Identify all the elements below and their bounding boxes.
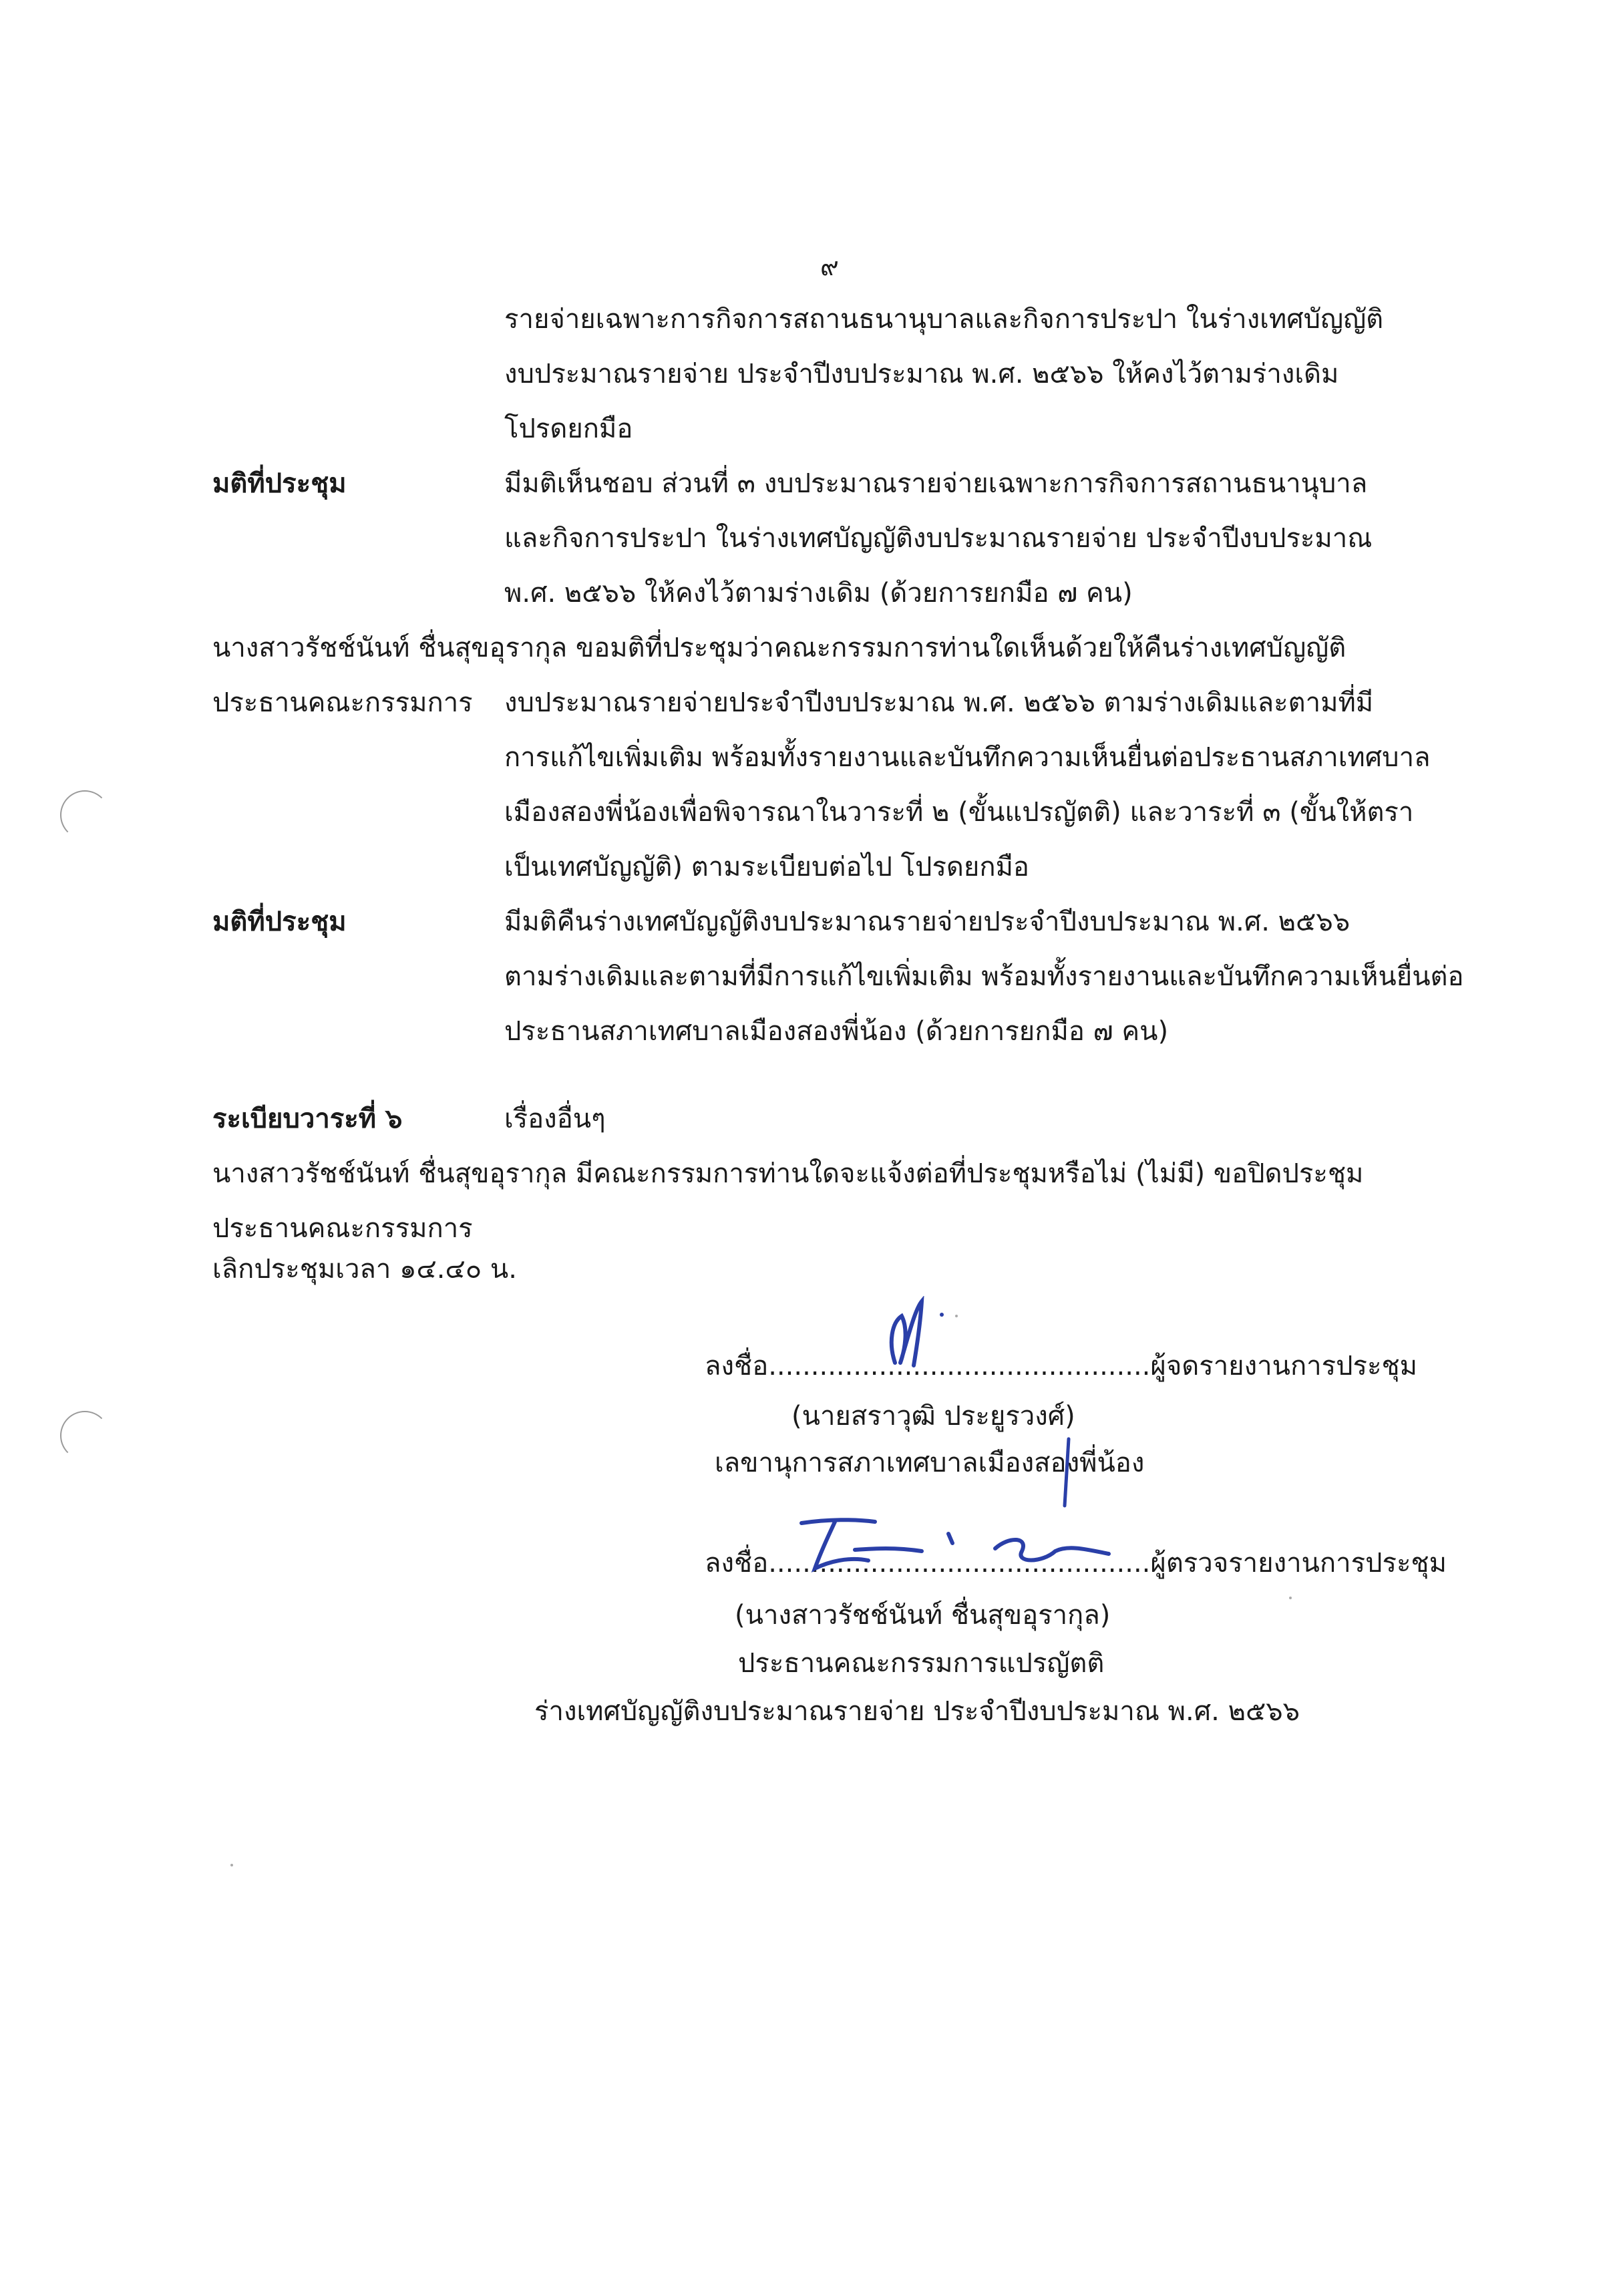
signature-1-position: เลขานุการสภาเทศบาลเมืองสองพี่น้อง bbox=[715, 1448, 1145, 1478]
closing-time: เลิกประชุมเวลา ๑๔.๔๐ น. bbox=[212, 1254, 517, 1285]
agenda-cont-line-1: รายจ่ายเฉพาะการกิจการสถานธนานุบาลและกิจการประปา ในร่างเทศบัญญัติ bbox=[504, 304, 1384, 335]
chair-statement-1-role: ประธานคณะกรรมการ bbox=[212, 687, 473, 718]
chair-statement-1-line-2: การแก้ไขเพิ่มเติม พร้อมทั้งรายงานและบันทึกความเห็นยื่นต่อประธานสภาเทศบาล bbox=[504, 742, 1431, 773]
signature-2-mark bbox=[788, 1510, 1115, 1577]
chair-statement-1-line-1: งบประมาณรายจ่ายประจำปีงบประมาณ พ.ศ. ๒๕๖๖ ตามร่างเดิมและตามที่มี bbox=[504, 687, 1374, 718]
chair-statement-1-line-4: เป็นเทศบัญญัติ) ตามระเบียบต่อไป โปรดยกมือ bbox=[504, 852, 1029, 882]
resolution-1-line-3: พ.ศ. ๒๕๖๖ ให้คงไว้ตามร่างเดิม (ด้วยการยกมือ ๗ คน) bbox=[504, 578, 1133, 609]
chair-statement-1-speaker: นางสาวรัชช์นันท์ ชื่นสุขอุรากุล ขอมติที่ประชุมว่าคณะกรรมการท่านใดเห็นด้วยให้คืนร่างเทศบัญญัติ bbox=[212, 633, 1347, 663]
signature-2-line: ลงชื่อ.............................................ผู้ตรวจรายงานการประชุม bbox=[705, 1548, 1447, 1579]
resolution-2-label: มติที่ประชุม bbox=[212, 907, 347, 937]
scan-speck bbox=[1289, 1597, 1292, 1599]
agenda-6-title: เรื่องอื่นๆ bbox=[504, 1104, 606, 1134]
signature-1-stroke bbox=[1055, 1436, 1082, 1510]
chair-statement-1-line-3: เมืองสองพี่น้องเพื่อพิจารณาในวาระที่ ๒ (ขั้นแปรญัตติ) และวาระที่ ๓ (ขั้นให้ตรา bbox=[504, 797, 1414, 828]
resolution-1-label: มติที่ประชุม bbox=[212, 468, 347, 499]
signature-2-position: ประธานคณะกรรมการแปรญัตติ bbox=[738, 1648, 1105, 1679]
signature-1-name: (นายสราวุฒิ ประยูรวงศ์) bbox=[791, 1401, 1075, 1432]
resolution-2-line-2: ตามร่างเดิมและตามที่มีการแก้ไขเพิ่มเติม พร้อมทั้งรายงานและบันทึกความเห็นยื่นต่อ bbox=[504, 961, 1464, 992]
resolution-1-line-1: มีมติเห็นชอบ ส่วนที่ ๓ งบประมาณรายจ่ายเฉพาะการกิจการสถานธนานุบาล bbox=[504, 468, 1368, 499]
chair-statement-2-speaker: นางสาวรัชช์นันท์ ชื่นสุขอุรากุล มีคณะกรรมการท่านใดจะแจ้งต่อที่ประชุมหรือไม่ (ไม่มี) ขอปิดประชุม bbox=[212, 1158, 1364, 1189]
agenda-cont-line-3: โปรดยกมือ bbox=[504, 414, 633, 444]
scan-speck bbox=[230, 1864, 233, 1866]
agenda-cont-line-2: งบประมาณรายจ่าย ประจำปีงบประมาณ พ.ศ. ๒๕๖๖ ให้คงไว้ตามร่างเดิม bbox=[504, 359, 1339, 389]
signature-2-name: (นางสาวรัชช์นันท์ ชื่นสุขอุรากุล) bbox=[735, 1600, 1111, 1631]
signature-1-mark bbox=[868, 1296, 975, 1376]
page-number: ๙ bbox=[820, 252, 839, 281]
chair-statement-2-role: ประธานคณะกรรมการ bbox=[212, 1213, 473, 1244]
punch-hole-mark bbox=[60, 1411, 110, 1460]
signature-2-position-2: ร่างเทศบัญญัติงบประมาณรายจ่าย ประจำปีงบประมาณ พ.ศ. ๒๕๖๖ bbox=[534, 1696, 1300, 1727]
signature-1-line: ลงชื่อ.............................................ผู้จดรายงานการประชุม bbox=[705, 1351, 1417, 1381]
punch-hole-mark bbox=[60, 790, 110, 840]
scan-speck bbox=[955, 1315, 958, 1317]
resolution-2-line-1: มีมติคืนร่างเทศบัญญัติงบประมาณรายจ่ายประจำปีงบประมาณ พ.ศ. ๒๕๖๖ bbox=[504, 907, 1351, 937]
resolution-1-line-2: และกิจการประปา ในร่างเทศบัญญัติงบประมาณรายจ่าย ประจำปีงบประมาณ bbox=[504, 523, 1373, 554]
agenda-6-label: ระเบียบวาระที่ ๖ bbox=[212, 1104, 403, 1134]
resolution-2-line-3: ประธานสภาเทศบาลเมืองสองพี่น้อง (ด้วยการยกมือ ๗ คน) bbox=[504, 1016, 1169, 1047]
